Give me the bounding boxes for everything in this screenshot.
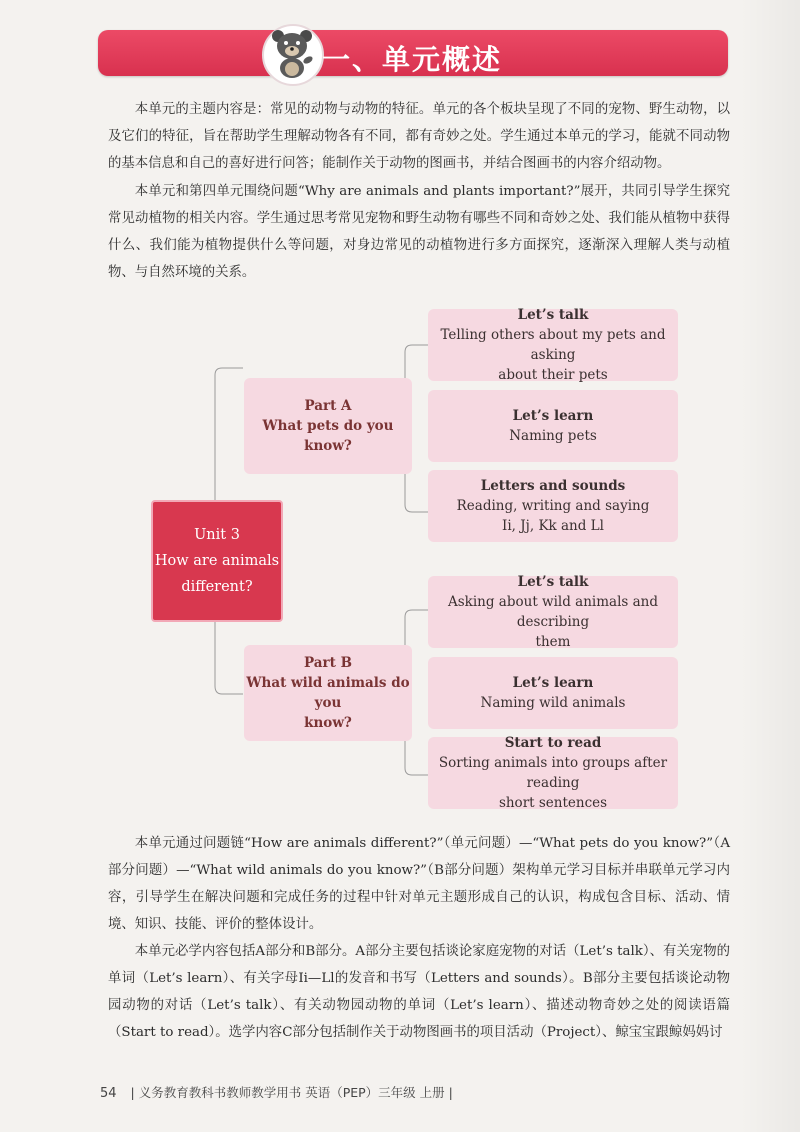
unit-node-line2: How are animals — [154, 553, 280, 569]
node-line: Naming wild animals — [480, 695, 626, 711]
part-a-title: Part A — [304, 398, 352, 414]
connector-unit-partb — [215, 620, 243, 694]
question-paragraph: 本单元和第四单元围绕问题“Why are animals and plants important?”展开，共同引导学生探究常见动植物的相关内容。学生通过思考常见宠物和野生动物有哪些不同和奇妙之处、我们能从植物中获得什么、我们能为植物提供什么等问题，对身边常见的动植物进行多方面探究，逐渐深入理解人类与动植物、与自然环境的关系。 — [108, 184, 730, 280]
footer-book-title: | 义务教育教科书教师教学用书 英语（PEP）三年级 上册 | — [130, 1085, 453, 1100]
part-b-lets-learn-node — [428, 657, 678, 729]
node-title: Let’s talk — [517, 574, 589, 590]
node-title: Start to read — [504, 735, 602, 751]
part-a-node — [244, 378, 412, 474]
content-paragraph: 本单元必学内容包括A部分和B部分。A部分主要包括谈论家庭宠物的对话（Let’s talk）、有关宠物的单词（Let’s learn）、有关字母Ii—Ll的发音和书写（Letters and sounds）。B部分主要包括谈论动物园动物的对话（Let’s talk）、有关动物园动物的单词（Let’s learn）、描述动物奇妙之处的阅读语篇（Start to read）。选学内容C部分包括制作关于动物图画书的项目活动（Project）、鲸宝宝跟鲸妈妈讨 — [108, 944, 730, 1040]
node-line: Sorting animals into groups after reading — [438, 755, 668, 791]
part-a-lets-learn-node — [428, 390, 678, 462]
node-line: them — [535, 634, 571, 650]
part-a-question: What pets do you know? — [262, 418, 394, 454]
part-b-title: Part B — [304, 655, 352, 671]
connector-unit-parta — [215, 368, 243, 500]
unit-node-line3: different? — [181, 579, 253, 595]
part-a-letters-sounds-node — [428, 470, 678, 542]
part-a-lets-talk-node — [428, 309, 678, 381]
section-title: 一、单元概述 — [322, 43, 503, 76]
question-chain-paragraph: 本单元通过问题链“How are animals different?”（单元问题）—“What pets do you know?”（A部分问题）—“What wild animals do you know?”（B部分问题）架构单元学习目标并串联单元学习内容，引导学生在解决问题和完成任务的过程中针对单元主题形成自己的认识，构成包含目标、活动、情境、知识、技能、评价的整体设计。 — [108, 836, 730, 932]
unit-node-line1: Unit 3 — [194, 527, 240, 543]
node-title: Let’s learn — [512, 675, 594, 691]
part-b-node — [244, 645, 412, 741]
node-line: about their pets — [498, 367, 608, 383]
node-line: short sentences — [498, 795, 608, 811]
page-footer — [100, 1083, 453, 1101]
node-line: Reading, writing and saying — [456, 498, 650, 514]
node-line: Ii, Jj, Kk and Ll — [502, 518, 604, 534]
intro-paragraph: 本单元的主题内容是：常见的动物与动物的特征。单元的各个板块呈现了不同的宠物、野生动物，以及它们的特征，旨在帮助学生理解动物各有不同，都有奇妙之处。学生通过本单元的学习，能就不同动物的基本信息和自己的喜好进行问答；能制作关于动物的图画书，并结合图画书的内容介绍动物。 — [108, 102, 730, 171]
node-line: Telling others about my pets and asking — [440, 327, 666, 363]
node-title: Let’s talk — [517, 307, 589, 323]
page-number: 54 — [100, 1086, 117, 1101]
part-b-start-to-read-node — [428, 737, 678, 809]
node-title: Let’s learn — [512, 408, 594, 424]
node-line: Naming pets — [509, 428, 597, 444]
unit-node — [151, 500, 283, 622]
part-b-question-line1: What wild animals do you — [246, 675, 410, 711]
node-line: Asking about wild animals and describing — [448, 594, 658, 630]
node-title: Letters and sounds — [480, 478, 626, 494]
part-b-question-line2: know? — [304, 715, 352, 731]
part-b-lets-talk-node — [428, 576, 678, 648]
